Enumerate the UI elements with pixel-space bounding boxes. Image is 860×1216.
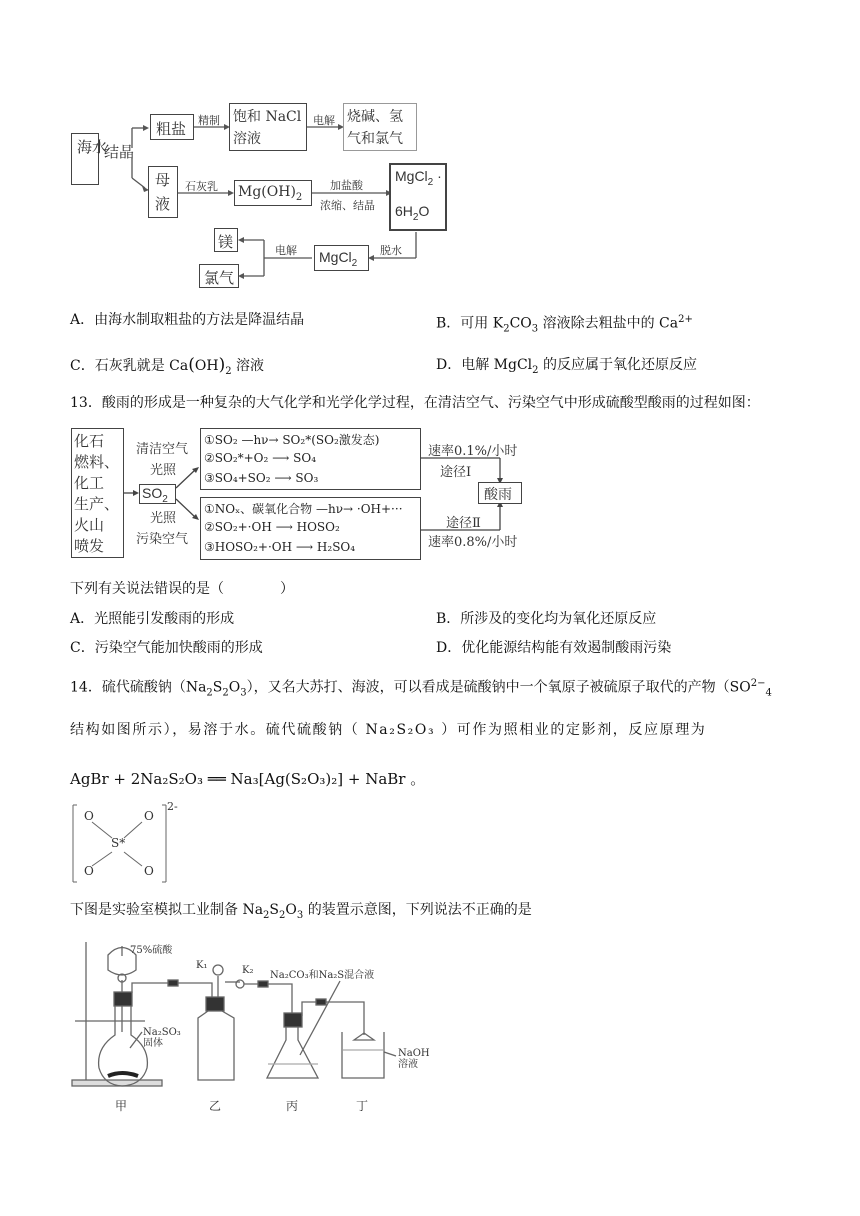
na2so3-label: Na₂SO₃ 固体 [143, 1027, 181, 1049]
concentrate-label: 浓缩、结晶 [320, 199, 375, 212]
chlorine-label: 氯气 [204, 269, 235, 287]
path1-label: 途径Ⅰ [440, 465, 472, 480]
apparatus-intro: 下图是实验室模拟工业制备 $Na_2S_2O_3$ 的装置示意图，下列说法不正确的是 [70, 902, 532, 921]
mgcl2-hydrate-line1: MgCl$_2$ · [395, 168, 442, 188]
q12-option-d: D．电解 MgCl$_2$ 的反应属于氧化还原反应 [436, 357, 697, 376]
mix-label: Na₂CO₃和Na₂S混合液 [270, 970, 375, 981]
polluted-step-3: ③HOSO₂+·OH ⟶ H₂SO₄ [204, 540, 356, 554]
struct-o-tr: O [144, 809, 154, 823]
struct-s: S* [111, 836, 126, 850]
add-acid-label: 加盐酸 [330, 179, 363, 192]
clean-step-2: ②SO₂*+O₂ ⟶ SO₄ [204, 451, 317, 465]
q14-line1: 14．硫代硫酸钠$(Na_2S_2O_3)$，又名大苏打、海波，可以看成是硫酸钠中一个氧原子被硫原子取代的产物（$SO^{2-}_4$ [70, 678, 772, 699]
k1-label: K₁ [196, 960, 208, 971]
label-jia: 甲 [115, 1099, 128, 1113]
struct-o-br: O [144, 864, 154, 878]
q14-line2: 结构如图所示），易溶于水。硫代硫酸钠（ Na₂S₂O₃ ）可作为照相业的定影剂，反应原理为 [70, 722, 707, 738]
mother-liquor-line1: 母 [155, 171, 171, 189]
rate1-label: 速率0.1%/小时 [428, 444, 518, 459]
refine-label: 精制 [198, 114, 220, 127]
crude-salt-label: 粗盐 [156, 120, 187, 138]
q12-option-a: A．由海水制取粗盐的方法是降温结晶 [70, 312, 305, 328]
struct-o-bl: O [84, 864, 94, 878]
label-bing: 丙 [286, 1099, 299, 1113]
mgcl2-hydrate-line2: $6H_2O$ [395, 203, 430, 223]
q13-question: 下列有关说法错误的是（ ） [70, 581, 294, 597]
rate2-label: 速率0.8%/小时 [428, 535, 518, 550]
label-yi: 乙 [209, 1099, 222, 1113]
mgoh2-label: $Mg(OH)_2$ [238, 184, 303, 203]
clean-air-label: 清洁空气 [136, 442, 189, 457]
q13-option-c: C．污染空气能加快酸雨的形成 [70, 640, 263, 656]
crystallize-label: 结晶 [104, 143, 135, 161]
q13-option-b: B．所涉及的变化均为氧化还原反应 [436, 611, 657, 627]
light1-label: 光照 [150, 463, 177, 478]
electrolysis1-label: 电解 [313, 114, 335, 127]
q13-option-d: D．优化能源结构能有效遏制酸雨污染 [436, 640, 672, 656]
clean-step-3: ③SO₄+SO₂ ⟶ SO₃ [204, 471, 319, 485]
mother-liquor-line2: 液 [155, 195, 171, 213]
naoh-label: NaOH 溶液 [398, 1048, 430, 1070]
q12-option-b: B．可用 $K_2CO_3$ 溶液除去粗盐中的 $Ca^{2+}$ [436, 314, 693, 335]
electrolysis2-label: 电解 [275, 244, 297, 257]
so2-label: $SO_2$ [142, 485, 168, 505]
products1-line1: 烧碱、氢 [347, 109, 403, 125]
q12-option-c: C．石灰乳就是 $Ca(OH)_2$ 溶液 [70, 355, 265, 377]
q14-equation: AgBr + 2Na₂S₂O₃ ══ Na₃[Ag(S₂O₃)₂] + NaBr 。 [70, 770, 426, 788]
acid-rain-label: 酸雨 [484, 487, 512, 503]
polluted-step-2: ②SO₂+·OH ⟶ HOSO₂ [204, 520, 340, 534]
pollution-sources-text: 化石 燃料、 化工 生产、 火山 喷发 [74, 432, 120, 555]
nacl-solution-line1: 饱和 NaCl [233, 109, 302, 125]
seawater-label-1: 海水 [77, 138, 108, 156]
nacl-solution-line2: 溶液 [233, 131, 261, 147]
struct-o-tl: O [84, 809, 94, 823]
dehydrate-label: 脱水 [380, 244, 402, 257]
polluted-air-label: 污染空气 [136, 532, 189, 547]
q13-option-a: A．光照能引发酸雨的形成 [70, 611, 235, 627]
lime-milk-label: 石灰乳 [185, 180, 218, 193]
magnesium-label: 镁 [218, 233, 234, 251]
products1-line2: 气和氯气 [347, 131, 403, 147]
light2-label: 光照 [150, 511, 177, 526]
label-ding: 丁 [356, 1099, 369, 1113]
clean-step-1: ①SO₂ —hν→ SO₂*(SO₂激发态) [204, 433, 380, 447]
polluted-step-1: ①NOₓ、碳氧化合物 —hν→ ·OH+··· [204, 502, 403, 516]
acid-label: 75%硫酸 [130, 945, 173, 956]
path2-label: 途径Ⅱ [446, 516, 481, 531]
struct-charge: 2- [167, 800, 178, 813]
k2-label: K₂ [242, 965, 254, 976]
q13-stem: 13．酸雨的形成是一种复杂的大气化学和光学化学过程，在清洁空气、污染空气中形成硫酸型酸雨的过程如图： [70, 395, 760, 411]
mgcl2-label: MgCl$_2$ [319, 249, 358, 269]
